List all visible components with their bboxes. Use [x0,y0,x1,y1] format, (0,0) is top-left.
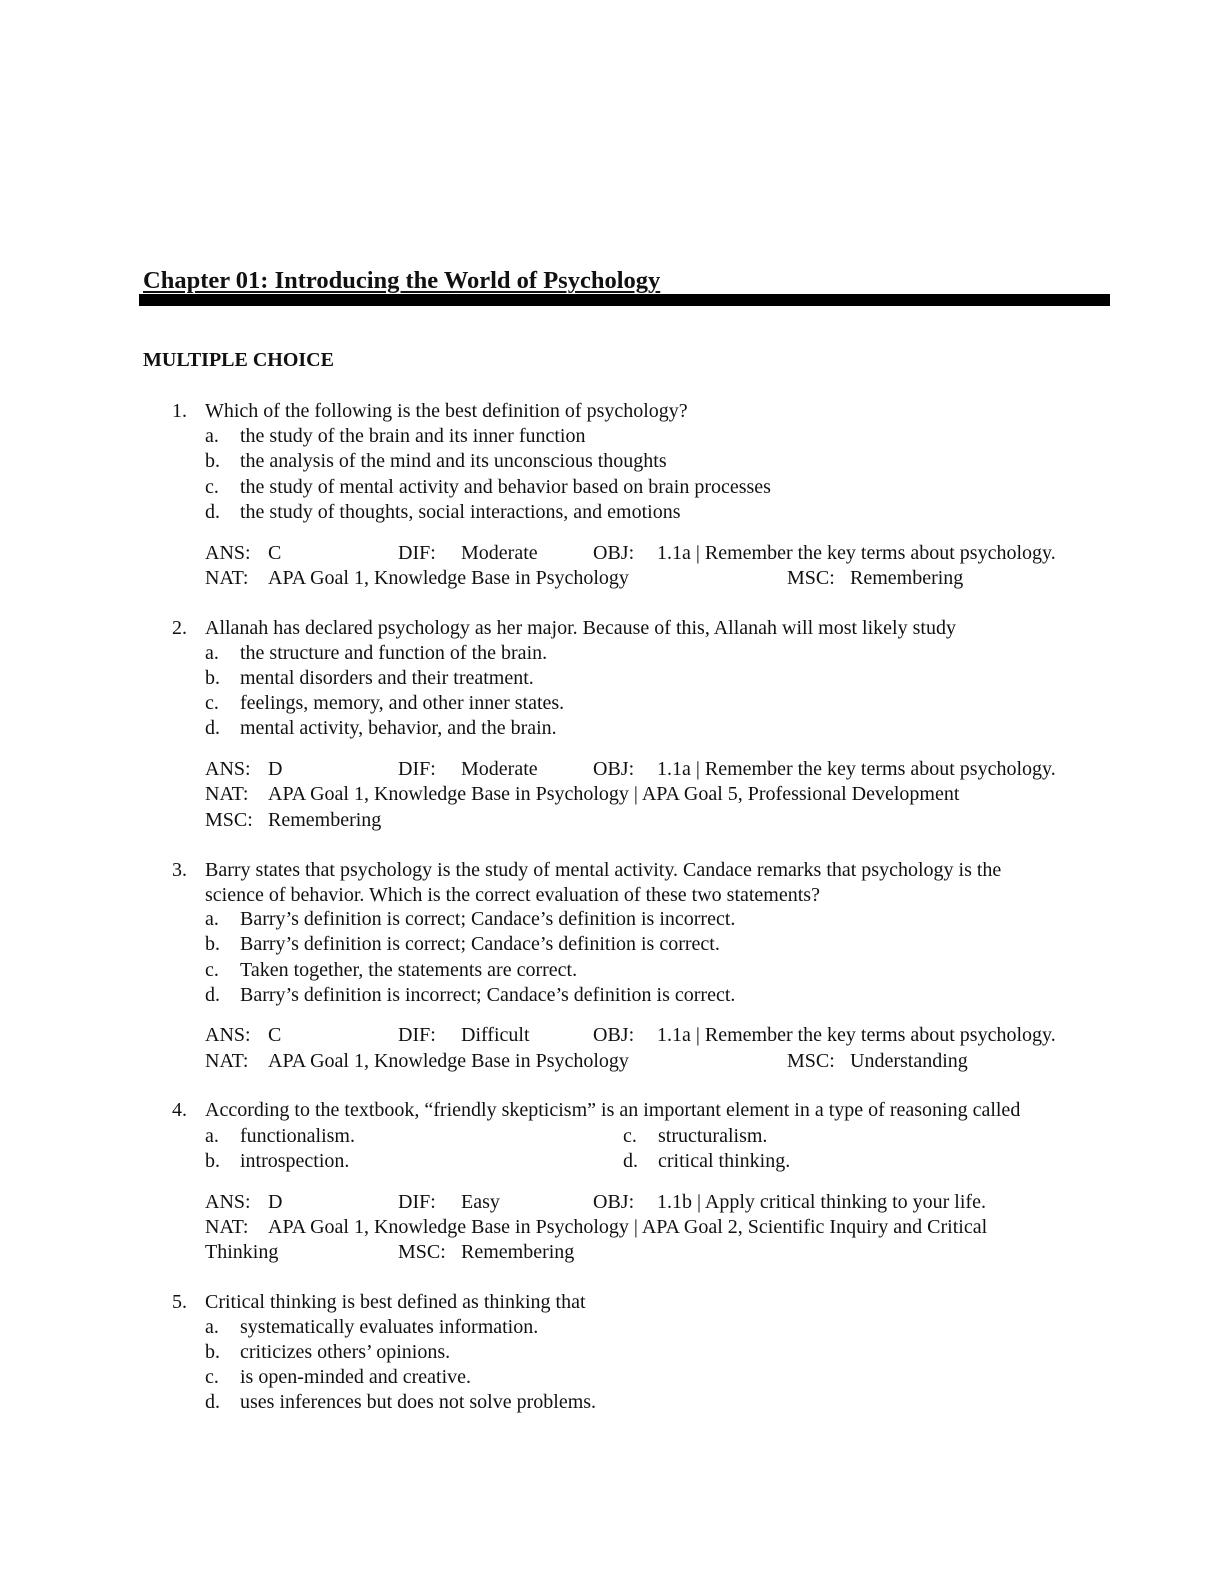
msc-label: MSC: [398,1241,446,1263]
choice-letter: a. [205,908,219,930]
choice-letter: d. [205,501,220,523]
msc-label: MSC: [787,567,835,589]
obj-label: OBJ: [593,542,635,564]
nat-label: NAT: [205,567,249,589]
choice-letter: b. [205,1150,220,1172]
obj-label: OBJ: [593,1191,635,1213]
question-number: 1. [172,400,187,422]
choice-letter: c. [205,692,219,714]
choice-letter: c. [205,476,219,498]
dif-value: Difficult [461,1024,530,1046]
choice-text: Barry’s definition is correct; Candace’s definition is incorrect. [240,908,736,930]
nat-value: APA Goal 1, Knowledge Base in Psychology | APA Goal 2, Scientific Inquiry and Critical [268,1216,988,1238]
choice-text: systematically evaluates information. [240,1316,539,1338]
choice-letter: c. [205,959,219,981]
question-stem: According to the textbook, “friendly skepticism” is an important element in a type of reasoning called [205,1099,1021,1121]
msc-value: Remembering [461,1241,575,1263]
choice-text: feelings, memory, and other inner states. [240,692,565,714]
choice-text: the study of thoughts, social interactions, and emotions [240,501,681,523]
choice-text: mental disorders and their treatment. [240,667,534,689]
dif-label: DIF: [398,542,436,564]
obj-label: OBJ: [593,1024,635,1046]
ans-value: C [268,1024,282,1046]
choice-text: Taken together, the statements are correct. [240,959,578,981]
msc-label: MSC: [205,809,253,831]
choice-text: introspection. [240,1150,350,1172]
choice-text: the analysis of the mind and its unconscious thoughts [240,450,667,472]
obj-value: 1.1a | Remember the key terms about psychology. [657,1024,1056,1046]
msc-value: Remembering [268,809,382,831]
obj-value: 1.1a | Remember the key terms about psychology. [657,758,1056,780]
msc-value: Remembering [850,567,964,589]
choice-text: critical thinking. [658,1150,791,1172]
ans-label: ANS: [205,1191,251,1213]
choice-letter: a. [205,642,219,664]
dif-label: DIF: [398,758,436,780]
choice-text: the study of the brain and its inner function [240,425,586,447]
nat-value: APA Goal 1, Knowledge Base in Psychology [268,1050,629,1072]
choice-text: is open-minded and creative. [240,1366,472,1388]
choice-text: Barry’s definition is incorrect; Candace’s definition is correct. [240,984,736,1006]
dif-value: Moderate [461,542,538,564]
title-rule [139,294,1110,306]
choice-text: functionalism. [240,1125,355,1147]
ans-value: D [268,1191,283,1213]
ans-label: ANS: [205,1024,251,1046]
section-heading: MULTIPLE CHOICE [143,349,334,371]
nat-label: NAT: [205,1216,249,1238]
question-number: 3. [172,859,187,881]
ans-value: D [268,758,283,780]
choice-letter: d. [623,1150,638,1172]
dif-label: DIF: [398,1191,436,1213]
question-stem: Critical thinking is best defined as thinking that [205,1291,586,1313]
choice-letter: c. [205,1366,219,1388]
nat-label: NAT: [205,783,249,805]
dif-label: DIF: [398,1024,436,1046]
choice-letter: b. [205,1341,220,1363]
choice-text: the study of mental activity and behavior based on brain processes [240,476,771,498]
choice-letter: d. [205,717,220,739]
choice-letter: a. [205,1125,219,1147]
choice-letter: d. [205,1391,220,1413]
choice-letter: a. [205,1316,219,1338]
choice-text: structuralism. [658,1125,768,1147]
obj-label: OBJ: [593,758,635,780]
choice-text: Barry’s definition is correct; Candace’s definition is correct. [240,933,720,955]
msc-label: MSC: [787,1050,835,1072]
dif-value: Easy [461,1191,500,1213]
choice-text: criticizes others’ opinions. [240,1341,451,1363]
choice-letter: d. [205,984,220,1006]
question-number: 2. [172,617,187,639]
nat-value: APA Goal 1, Knowledge Base in Psychology | APA Goal 5, Professional Development [268,783,960,805]
choice-letter: b. [205,667,220,689]
ans-label: ANS: [205,758,251,780]
question-stem: Allanah has declared psychology as her major. Because of this, Allanah will most likely study [205,617,956,639]
ans-value: C [268,542,282,564]
dif-value: Moderate [461,758,538,780]
obj-value: 1.1a | Remember the key terms about psychology. [657,542,1056,564]
question-stem: Barry states that psychology is the study of mental activity. Candace remarks that psychology is the [205,859,1002,881]
nat-value: APA Goal 1, Knowledge Base in Psychology [268,567,629,589]
choice-text: uses inferences but does not solve problems. [240,1391,597,1413]
question-number: 4. [172,1099,187,1121]
nat-value-continued: Thinking [205,1241,279,1263]
choice-letter: a. [205,425,219,447]
chapter-title: Chapter 01: Introducing the World of Psychology [143,267,661,294]
choice-text: mental activity, behavior, and the brain. [240,717,557,739]
msc-value: Understanding [850,1050,968,1072]
choice-letter: c. [623,1125,637,1147]
question-number: 5. [172,1291,187,1313]
obj-value: 1.1b | Apply critical thinking to your life. [657,1191,986,1213]
ans-label: ANS: [205,542,251,564]
question-stem: science of behavior. Which is the correct evaluation of these two statements? [205,884,820,906]
nat-label: NAT: [205,1050,249,1072]
choice-text: the structure and function of the brain. [240,642,548,664]
choice-letter: b. [205,933,220,955]
choice-letter: b. [205,450,220,472]
question-stem: Which of the following is the best definition of psychology? [205,400,688,422]
